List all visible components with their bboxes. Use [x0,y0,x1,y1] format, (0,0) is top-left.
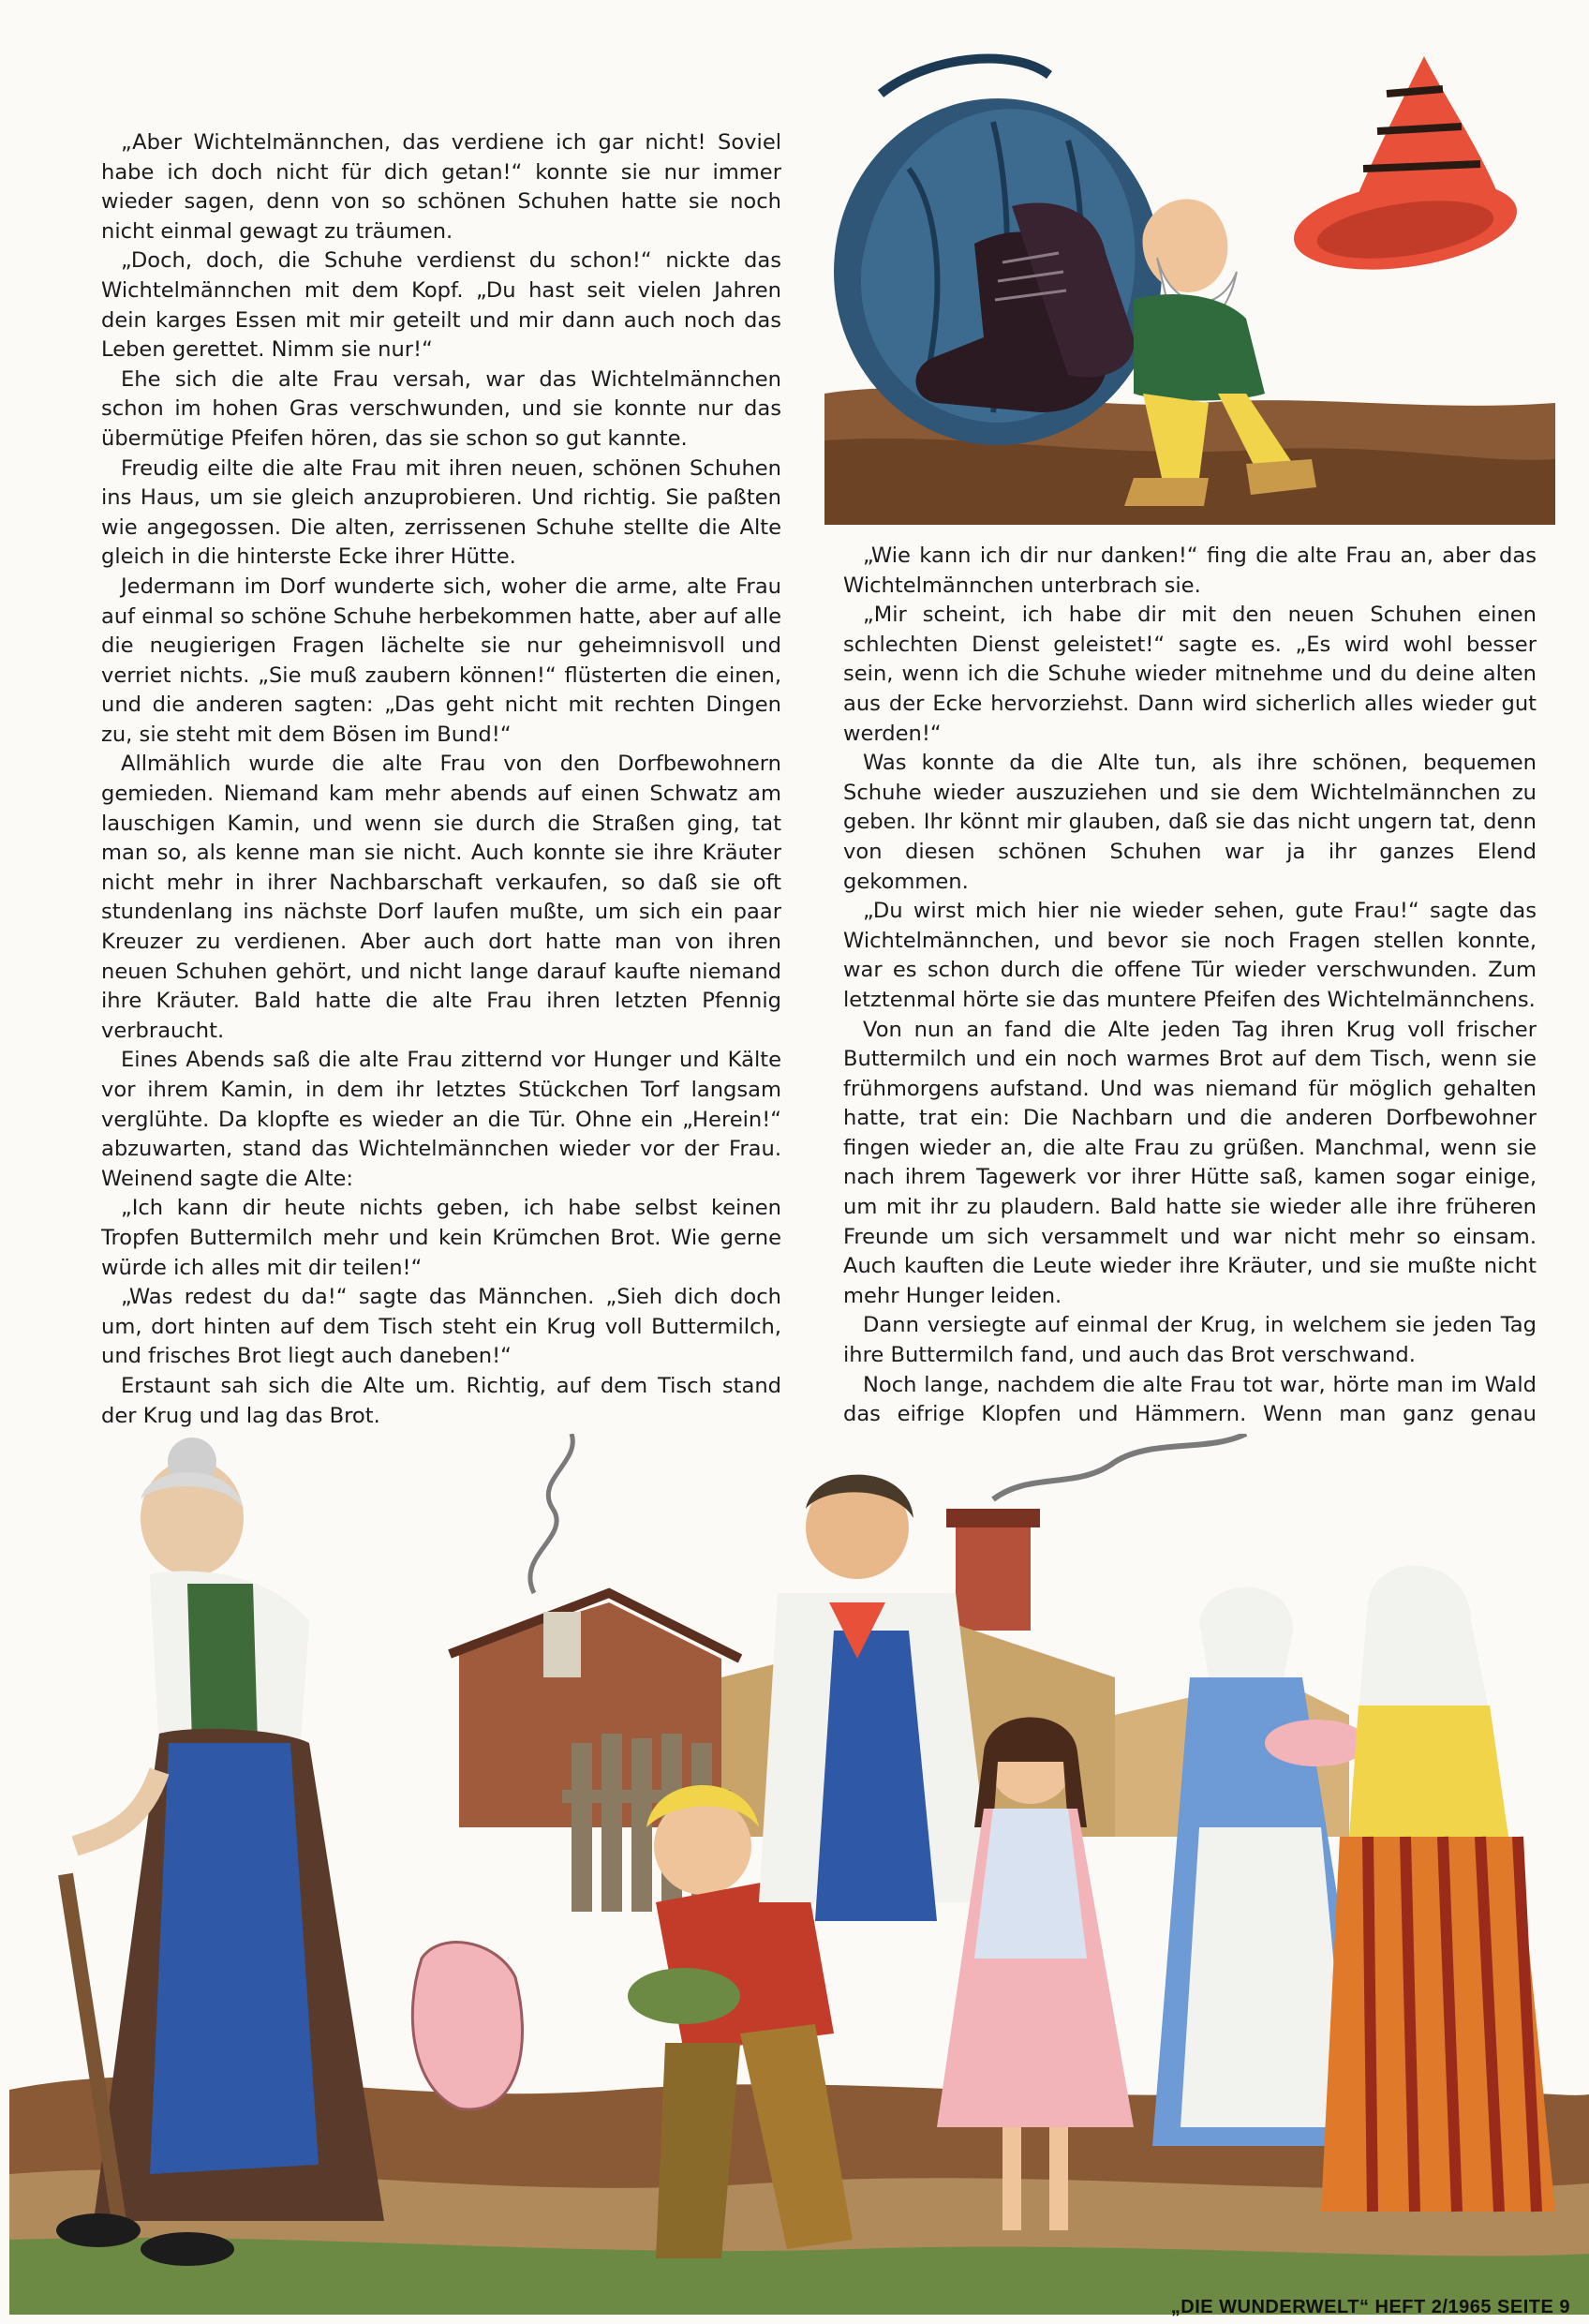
paragraph: Freudig eilte die alte Frau mit ihren neuen, schönen Schuhen ins Haus, um sie gleich anzuprobieren. Und richtig. Sie paßten wie angegossen. Die alten, zerrissenen Schuhe stellte die Alte gleich in die hinterste Ecke ihrer Hütte. [101,455,781,570]
paragraph: „Wie kann ich dir nur danken!“ fing die alte Frau an, aber das Wichtelmännchen unterbrach sie. [843,544,1537,598]
paragraph: Allmählich wurde die alte Frau von den Dorfbewohnern gemieden. Niemand kam mehr abends auf einen Schwatz am lauschigen Kamin, und wenn sie durch die Straßen ging, tat man so, als kenne man sie nicht. Auch konnte sie ihre Kräuter nicht mehr in ihrer Nachbarschaft verkaufen, so daß sie oft stundenlang ins nächste Dorf laufen mußte, um sich ein paar Kreuzer zu verdienen. Aber auch dort hatte man von ihren neuen Schuhen gehört, und nicht lange darauf kaufte niemand ihre Kräuter. Bald hatte die alte Frau ihren letzten Pfennig verbraucht. [101,752,781,1043]
paragraph: „Was redest du da!“ sagte das Männchen. „Sieh dich doch um, dort hinten auf dem Tisch steht ein Krug voll Buttermilch, und frisches Brot liegt auch daneben!“ [101,1285,781,1369]
paragraph: Eines Abends saß die alte Frau zitternd vor Hunger und Kälte vor ihrem Kamin, in dem ihr letztes Stückchen Torf langsam verglühte. Da klopfte es wieder an die Tür. Ohne ein „Herein!“ abzuwarten, stand das Wichtelmännchen wieder vor der Frau. Weinend sagte die Alte: [101,1048,781,1191]
paragraph: „Mir scheint, ich habe dir mit den neuen Schuhen einen schlechten Dienst geleistet!“ sagte es. „Es wird wohl besser sein, wenn ich die Schuhe wieder mitnehme und du deine alten aus der Ecke hervorziehst. Dann wird sicherlich alles wieder gut werden!“ [843,603,1537,746]
paragraph: „Ich kann dir heute nichts geben, ich habe selbst keinen Tropfen Buttermilch mehr und kein Krümchen Brot. Wie gerne würde ich alles mit dir teilen!“ [101,1196,781,1280]
story-column-right [843,542,1537,1521]
paragraph: „Du wirst mich hier nie wieder sehen, gute Frau!“ sagte das Wichtelmännchen, und bevor sie noch Fragen stellen konnte, war es schon durch die offene Tür wieder verschwunden. Zum letztenmal hörte sie das muntere Pfeifen des Wichtelmännchens. [843,899,1537,1012]
paragraph: Erstaunt sah sich die Alte um. Richtig, auf dem Tisch stand der Krug und lag das Brot. [101,1373,781,1428]
paragraph: Dann versiegte auf einmal der Krug, in welchem sie jeden Tag ihre Buttermilch fand, und auch das Brot verschwand. [843,1313,1537,1368]
story-column-left [101,128,781,1431]
string-bag [412,1943,522,2109]
gnome-with-shoes-illustration [824,37,1555,525]
paragraph: „Aber Wichtelmännchen, das verdiene ich gar nicht! Soviel habe ich doch nicht für dich getan!“ konnte sie nur immer wieder sagen, denn von so schönen Schuhen hatte sie noch nicht einmal gewagt zu träumen. [101,130,781,244]
paragraph: Jedermann im Dorf wunderte sich, woher die arme, alte Frau auf einmal so schöne Schuhe herbekommen hatte, aber auf alle die neugierigen Fragen lächelte sie nur geheimnisvoll und verriet nichts. „Sie muß zaubern können!“ flüsterten die einen, und die anderen sagten: „Das geht nicht mit rechten Dingen zu, sie steht mit dem Bösen im Bund!“ [101,574,782,747]
red-hat [1288,56,1522,282]
paragraph: „Doch, doch, die Schuhe verdienst du schon!“ nickte das Wichtelmännchen mit dem Kopf. „Du hast seit vielen Jahren dein karges Essen mit mir geteilt und mir dann auch noch das Leben gerettet. Nimm sie nur!“ [101,248,781,363]
paragraph: Noch lange, nachdem die alte Frau tot war, hörte man im Wald das eifrige Klopfen und Hämmern. Wenn man ganz genau [843,1372,1537,1427]
paragraph: Ehe sich die alte Frau versah, war das Wichtelmännchen schon im hohen Gras verschwunden, und sie konnte nur das übermütige Pfeifen hören, das sie schon so gut kannte. [101,366,781,451]
village-scene-illustration [9,1434,1589,2315]
paragraph: Was konnte da die Alte tun, als ihre schönen, bequemen Schuhe wieder auszuziehen und sie dem Wichtelmännchen zu geben. Ihr könnt mir glauben, daß sie das nicht ungern tat, denn von diesen schönen Schuhen war ja ihr ganzes Elend gekommen. [843,751,1537,894]
page-footer: „DIE WUNDERWELT“ HEFT 2/1965 SEITE 9 [1170,2297,1570,2317]
paragraph: Von nun an fand die Alte jeden Tag ihren Krug voll frischer Buttermilch und ein noch warmes Brot auf dem Tisch, wenn sie frühmorgens aufstand. Und was niemand für möglich gehalten hatte, trat ein: Die Nachbarn und die anderen Dorfbewohner fingen wieder an, die alte Frau zu grüßen. Manchmal, wenn sie nach ihrem Tagewerk vor ihrer Hütte saß, kamen sogar einige, um mit ihr zu plaudern. Bald hatte sie wieder alle ihre früheren Freunde um sich versammelt und war nicht mehr so einsam. Auch kauften die Leute wieder ihre Kräuter, und sie mußte nicht mehr Hunger leiden. [843,1017,1537,1308]
